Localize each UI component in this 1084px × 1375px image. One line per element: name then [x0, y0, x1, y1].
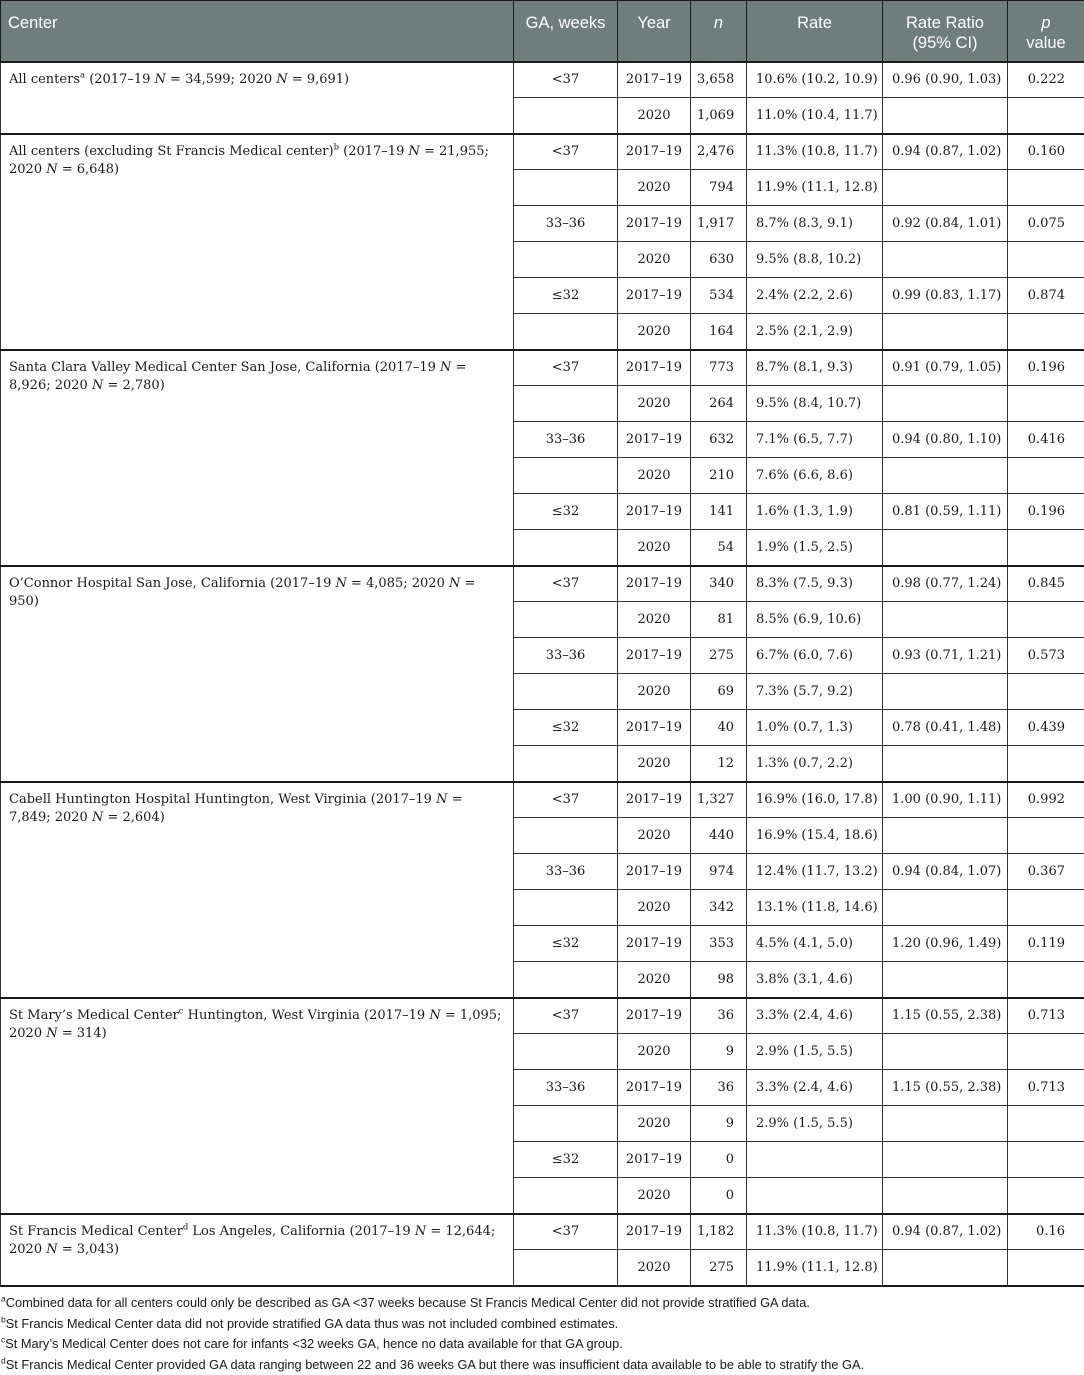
year-cell: 2020 [618, 530, 691, 566]
center-name-text: St Mary’s Medical Center [9, 1008, 179, 1023]
rate-cell: 3.3% (2.4, 4.6) [747, 998, 883, 1034]
p-value-cell [1008, 386, 1084, 422]
rate-ratio-cell: 0.94 (0.87, 1.02) [883, 1214, 1008, 1250]
center-name-text: N [92, 378, 103, 393]
year-cell: 2017–19 [618, 998, 691, 1034]
center-name-cell [1, 350, 514, 566]
rate-ratio-cell [883, 674, 1008, 710]
n-cell: 36 [691, 1070, 747, 1106]
table-row [1, 782, 1084, 818]
n-cell: 9 [691, 1106, 747, 1142]
header-ga: GA, weeks [514, 1, 618, 62]
ga-cell [514, 458, 618, 494]
center-name-text: = 9,691) [288, 72, 349, 87]
rate-ratio-cell [883, 746, 1008, 782]
ga-cell: 33–36 [514, 638, 618, 674]
n-cell: 440 [691, 818, 747, 854]
n-cell: 1,069 [691, 98, 747, 134]
rate-cell: 1.6% (1.3, 1.9) [747, 494, 883, 530]
rate-ratio-cell: 0.98 (0.77, 1.24) [883, 566, 1008, 602]
n-cell: 69 [691, 674, 747, 710]
center-name-text: St Francis Medical Center [9, 1224, 183, 1239]
ga-cell: <37 [514, 782, 618, 818]
year-cell: 2017–19 [618, 566, 691, 602]
table-row [1, 998, 1084, 1034]
rate-ratio-cell [883, 818, 1008, 854]
p-value-cell: 0.196 [1008, 350, 1084, 386]
p-value-cell: 0.222 [1008, 62, 1084, 98]
ga-cell [514, 98, 618, 134]
center-name-text: = 314) [58, 1026, 107, 1041]
header-rate-ratio: Rate Ratio (95% CI) [883, 1, 1008, 62]
n-cell: 210 [691, 458, 747, 494]
rate-cell: 2.5% (2.1, 2.9) [747, 314, 883, 350]
rate-cell: 7.3% (5.7, 9.2) [747, 674, 883, 710]
n-cell: 264 [691, 386, 747, 422]
ga-cell [514, 242, 618, 278]
ga-cell [514, 890, 618, 926]
rate-cell: 1.0% (0.7, 1.3) [747, 710, 883, 746]
n-cell: 630 [691, 242, 747, 278]
header-year: Year [618, 1, 691, 62]
center-name-text: (2017–19 [339, 144, 408, 159]
rate-cell: 2.4% (2.2, 2.6) [747, 278, 883, 314]
ga-cell: <37 [514, 1214, 618, 1250]
p-value-cell [1008, 1106, 1084, 1142]
rate-cell [747, 1178, 883, 1214]
rate-cell: 9.5% (8.4, 10.7) [747, 386, 883, 422]
p-value-cell [1008, 314, 1084, 350]
p-value-cell [1008, 1178, 1084, 1214]
year-cell: 2020 [618, 170, 691, 206]
ga-cell: <37 [514, 350, 618, 386]
ga-cell [514, 746, 618, 782]
header-p-value [1008, 1, 1084, 62]
footnote-mark: c [1, 1335, 5, 1345]
p-value-cell [1008, 674, 1084, 710]
footnote [0, 1293, 1080, 1314]
year-cell: 2017–19 [618, 62, 691, 98]
year-cell: 2017–19 [618, 1214, 691, 1250]
rate-ratio-cell [883, 1250, 1008, 1286]
header-center: Center [1, 1, 514, 62]
footnote-text: St Francis Medical Center provided GA data ranging between 22 and 36 weeks GA but there was insufficient data available to be able to stratify the GA. [6, 1357, 864, 1372]
rate-ratio-cell: 0.99 (0.83, 1.17) [883, 278, 1008, 314]
rate-ratio-cell [883, 1178, 1008, 1214]
p-value-cell: 0.160 [1008, 134, 1084, 170]
n-cell: 141 [691, 494, 747, 530]
rate-cell: 2.9% (1.5, 5.5) [747, 1106, 883, 1142]
p-value-cell: 0.992 [1008, 782, 1084, 818]
p-value-cell: 0.874 [1008, 278, 1084, 314]
center-name-text: O’Connor Hospital San Jose, California (2017–19 [9, 576, 336, 591]
rate-ratio-cell: 1.15 (0.55, 2.38) [883, 998, 1008, 1034]
ga-cell: 33–36 [514, 854, 618, 890]
n-cell: 1,327 [691, 782, 747, 818]
rate-ratio-cell [883, 458, 1008, 494]
p-value-cell [1008, 962, 1084, 998]
year-cell: 2017–19 [618, 278, 691, 314]
header-p-italic: p [1041, 14, 1050, 32]
n-cell: 1,917 [691, 206, 747, 242]
n-cell: 275 [691, 1250, 747, 1286]
footnote-mark: d [1, 1355, 6, 1365]
center-name-text: = 4,085; 2020 [347, 576, 449, 591]
year-cell: 2020 [618, 818, 691, 854]
center-name-text: Cabell Huntington Hospital Huntington, West Virginia (2017–19 [9, 792, 436, 807]
center-name-text: N [92, 810, 103, 825]
year-cell: 2017–19 [618, 494, 691, 530]
rate-cell: 2.9% (1.5, 5.5) [747, 1034, 883, 1070]
rate-ratio-cell [883, 242, 1008, 278]
n-cell: 40 [691, 710, 747, 746]
rate-ratio-cell: 0.94 (0.80, 1.10) [883, 422, 1008, 458]
table-row [1, 62, 1084, 98]
n-cell: 81 [691, 602, 747, 638]
table-row [1, 134, 1084, 170]
rate-ratio-cell: 1.00 (0.90, 1.11) [883, 782, 1008, 818]
rate-cell: 16.9% (16.0, 17.8) [747, 782, 883, 818]
rate-cell: 7.6% (6.6, 8.6) [747, 458, 883, 494]
n-cell: 164 [691, 314, 747, 350]
center-name-text: N [46, 1242, 57, 1257]
p-value-cell [1008, 98, 1084, 134]
center-name-text: N [408, 144, 419, 159]
rate-cell: 11.3% (10.8, 11.7) [747, 134, 883, 170]
year-cell: 2017–19 [618, 926, 691, 962]
rate-cell: 10.6% (10.2, 10.9) [747, 62, 883, 98]
n-cell: 0 [691, 1178, 747, 1214]
rate-ratio-cell [883, 602, 1008, 638]
n-cell: 342 [691, 890, 747, 926]
rate-ratio-cell [883, 314, 1008, 350]
year-cell: 2020 [618, 890, 691, 926]
ga-cell [514, 674, 618, 710]
center-name-text: N [276, 72, 287, 87]
footnote-mark: b [334, 142, 339, 152]
center-name-text: = 21,955; 2020 [9, 144, 489, 177]
n-cell: 794 [691, 170, 747, 206]
rate-ratio-cell [883, 530, 1008, 566]
footnotes [0, 1293, 1080, 1375]
year-cell: 2017–19 [618, 206, 691, 242]
n-cell: 632 [691, 422, 747, 458]
rate-cell: 8.7% (8.1, 9.3) [747, 350, 883, 386]
rate-cell: 8.3% (7.5, 9.3) [747, 566, 883, 602]
n-cell: 0 [691, 1142, 747, 1178]
ga-cell [514, 1106, 618, 1142]
p-value-cell [1008, 1034, 1084, 1070]
p-value-cell: 0.119 [1008, 926, 1084, 962]
rate-ratio-cell: 0.91 (0.79, 1.05) [883, 350, 1008, 386]
year-cell: 2017–19 [618, 782, 691, 818]
p-value-cell: 0.573 [1008, 638, 1084, 674]
rate-cell: 11.9% (11.1, 12.8) [747, 170, 883, 206]
center-name-text: N [46, 1026, 57, 1041]
n-cell: 36 [691, 998, 747, 1034]
center-name-text: = 1,095; 2020 [9, 1008, 501, 1041]
header-n: n [691, 1, 747, 62]
p-value-cell [1008, 890, 1084, 926]
center-name-text: = 3,043) [58, 1242, 119, 1257]
center-name-cell [1, 782, 514, 998]
center-name-cell [1, 566, 514, 782]
year-cell: 2017–19 [618, 638, 691, 674]
n-cell: 275 [691, 638, 747, 674]
year-cell: 2020 [618, 98, 691, 134]
year-cell: 2017–19 [618, 1142, 691, 1178]
ga-cell [514, 1250, 618, 1286]
p-value-cell: 0.196 [1008, 494, 1084, 530]
p-value-cell [1008, 1250, 1084, 1286]
rate-ratio-cell [883, 386, 1008, 422]
footnote-text: St Francis Medical Center data did not provide stratified GA data thus was not included combined estimates. [6, 1316, 618, 1331]
year-cell: 2020 [618, 386, 691, 422]
rate-cell: 11.0% (10.4, 11.7) [747, 98, 883, 134]
rate-ratio-cell: 0.92 (0.84, 1.01) [883, 206, 1008, 242]
p-value-cell: 0.416 [1008, 422, 1084, 458]
ga-cell: <37 [514, 134, 618, 170]
ga-cell [514, 1178, 618, 1214]
n-cell: 974 [691, 854, 747, 890]
rate-ratio-cell: 0.94 (0.87, 1.02) [883, 134, 1008, 170]
p-value-cell: 0.075 [1008, 206, 1084, 242]
rate-ratio-cell: 0.78 (0.41, 1.48) [883, 710, 1008, 746]
ga-cell: 33–36 [514, 206, 618, 242]
center-name-text: = 7,849; 2020 [9, 792, 462, 825]
footnote-text: St Mary’s Medical Center does not care for infants <32 weeks GA, hence no data available for that GA group. [5, 1336, 623, 1351]
ga-cell: <37 [514, 998, 618, 1034]
n-cell: 1,182 [691, 1214, 747, 1250]
table-header-row [1, 1, 1084, 62]
year-cell: 2017–19 [618, 1070, 691, 1106]
rate-cell: 8.7% (8.3, 9.1) [747, 206, 883, 242]
footnote-mark: d [183, 1222, 188, 1232]
rate-cell: 1.3% (0.7, 2.2) [747, 746, 883, 782]
rate-ratio-cell: 0.94 (0.84, 1.07) [883, 854, 1008, 890]
n-cell: 12 [691, 746, 747, 782]
p-value-cell [1008, 1142, 1084, 1178]
center-name-text: N [336, 576, 347, 591]
year-cell: 2020 [618, 674, 691, 710]
header-rate: Rate [747, 1, 883, 62]
p-value-cell: 0.439 [1008, 710, 1084, 746]
p-value-cell: 0.367 [1008, 854, 1084, 890]
year-cell: 2017–19 [618, 350, 691, 386]
table-body [1, 62, 1084, 1286]
rate-cell: 11.9% (11.1, 12.8) [747, 1250, 883, 1286]
n-cell: 353 [691, 926, 747, 962]
n-cell: 3,658 [691, 62, 747, 98]
center-name-text: N [155, 72, 166, 87]
footnote-text: Combined data for all centers could only be described as GA <37 weeks because St Francis Medical Center did not provide stratified GA data. [6, 1295, 810, 1310]
rate-cell: 9.5% (8.8, 10.2) [747, 242, 883, 278]
center-name-text: Los Angeles, California (2017–19 [188, 1224, 415, 1239]
ga-cell: ≤32 [514, 494, 618, 530]
p-value-cell [1008, 530, 1084, 566]
footnote [0, 1355, 1080, 1375]
rate-cell [747, 1142, 883, 1178]
ga-cell [514, 962, 618, 998]
rate-cell: 6.7% (6.0, 7.6) [747, 638, 883, 674]
rate-cell: 1.9% (1.5, 2.5) [747, 530, 883, 566]
center-name-text: All centers [9, 72, 80, 87]
n-cell: 340 [691, 566, 747, 602]
n-cell: 98 [691, 962, 747, 998]
ga-cell [514, 602, 618, 638]
ga-cell: ≤32 [514, 926, 618, 962]
ga-cell: <37 [514, 62, 618, 98]
p-value-cell: 0.845 [1008, 566, 1084, 602]
footnote [0, 1314, 1080, 1335]
table-row [1, 350, 1084, 386]
rate-cell: 3.8% (3.1, 4.6) [747, 962, 883, 998]
center-name-text: Huntington, West Virginia (2017–19 [184, 1008, 430, 1023]
ga-cell: 33–36 [514, 1070, 618, 1106]
year-cell: 2017–19 [618, 422, 691, 458]
n-cell: 773 [691, 350, 747, 386]
rate-ratio-cell [883, 890, 1008, 926]
year-cell: 2017–19 [618, 854, 691, 890]
center-name-cell [1, 1214, 514, 1286]
footnote-mark: a [80, 70, 85, 80]
footnote-mark: a [1, 1294, 6, 1304]
rate-ratio-cell: 0.93 (0.71, 1.21) [883, 638, 1008, 674]
rate-cell: 7.1% (6.5, 7.7) [747, 422, 883, 458]
ga-cell: ≤32 [514, 278, 618, 314]
rate-ratio-cell: 0.96 (0.90, 1.03) [883, 62, 1008, 98]
center-name-text: = 6,648) [58, 162, 119, 177]
center-name-text: = 12,644; 2020 [9, 1224, 495, 1257]
year-cell: 2020 [618, 746, 691, 782]
ga-cell: 33–36 [514, 422, 618, 458]
year-cell: 2017–19 [618, 134, 691, 170]
n-cell: 54 [691, 530, 747, 566]
center-name-text: = 2,604) [103, 810, 164, 825]
center-name-text: N [46, 162, 57, 177]
p-value-cell: 0.713 [1008, 998, 1084, 1034]
p-value-cell [1008, 458, 1084, 494]
ga-cell: ≤32 [514, 710, 618, 746]
rate-cell: 16.9% (15.4, 18.6) [747, 818, 883, 854]
rate-ratio-cell [883, 1106, 1008, 1142]
n-cell: 9 [691, 1034, 747, 1070]
year-cell: 2020 [618, 602, 691, 638]
n-cell: 534 [691, 278, 747, 314]
ga-cell: <37 [514, 566, 618, 602]
rate-cell: 13.1% (11.8, 14.6) [747, 890, 883, 926]
rate-ratio-cell: 0.81 (0.59, 1.11) [883, 494, 1008, 530]
year-cell: 2020 [618, 458, 691, 494]
rate-ratio-cell [883, 962, 1008, 998]
center-name-cell [1, 998, 514, 1214]
year-cell: 2020 [618, 1106, 691, 1142]
n-cell: 2,476 [691, 134, 747, 170]
center-name-text: N [436, 792, 447, 807]
rate-cell: 11.3% (10.8, 11.7) [747, 1214, 883, 1250]
p-value-cell [1008, 170, 1084, 206]
center-name-cell [1, 62, 514, 134]
header-p-rest: value [1026, 34, 1065, 52]
p-value-cell: 0.16 [1008, 1214, 1084, 1250]
table-row [1, 1214, 1084, 1250]
ga-cell [514, 386, 618, 422]
footnote [0, 1334, 1080, 1355]
year-cell: 2020 [618, 1250, 691, 1286]
p-value-cell [1008, 242, 1084, 278]
p-value-cell [1008, 818, 1084, 854]
year-cell: 2020 [618, 314, 691, 350]
center-name-text: = 950) [9, 576, 475, 609]
rate-ratio-cell [883, 1034, 1008, 1070]
year-cell: 2017–19 [618, 710, 691, 746]
center-name-text: = 2,780) [103, 378, 164, 393]
ga-cell [514, 170, 618, 206]
center-name-text: N [429, 1008, 440, 1023]
ga-cell [514, 530, 618, 566]
center-name-text: All centers (excluding St Francis Medical center) [9, 144, 334, 159]
rate-cell: 3.3% (2.4, 4.6) [747, 1070, 883, 1106]
ga-cell [514, 314, 618, 350]
ga-cell [514, 818, 618, 854]
rate-ratio-cell [883, 98, 1008, 134]
year-cell: 2020 [618, 1178, 691, 1214]
rate-ratio-cell: 1.15 (0.55, 2.38) [883, 1070, 1008, 1106]
ga-cell [514, 1034, 618, 1070]
rate-ratio-cell: 1.20 (0.96, 1.49) [883, 926, 1008, 962]
footnote-mark: b [1, 1314, 6, 1324]
center-name-text: = 34,599; 2020 [166, 72, 276, 87]
p-value-cell [1008, 746, 1084, 782]
p-value-cell: 0.713 [1008, 1070, 1084, 1106]
center-name-text: N [449, 576, 460, 591]
year-cell: 2020 [618, 242, 691, 278]
ga-cell: ≤32 [514, 1142, 618, 1178]
center-name-text: (2017–19 [85, 72, 154, 87]
rate-cell: 4.5% (4.1, 5.0) [747, 926, 883, 962]
rate-ratio-cell [883, 170, 1008, 206]
rate-cell: 12.4% (11.7, 13.2) [747, 854, 883, 890]
year-cell: 2020 [618, 962, 691, 998]
center-name-text: N [415, 1224, 426, 1239]
center-name-text: N [440, 360, 451, 375]
rate-ratio-cell [883, 1142, 1008, 1178]
p-value-cell [1008, 602, 1084, 638]
center-name-text: Santa Clara Valley Medical Center San Jose, California (2017–19 [9, 360, 440, 375]
year-cell: 2020 [618, 1034, 691, 1070]
footnote-mark: c [179, 1006, 184, 1016]
table-row [1, 566, 1084, 602]
rate-cell: 8.5% (6.9, 10.6) [747, 602, 883, 638]
center-name-cell [1, 134, 514, 350]
center-name-text: = 8,926; 2020 [9, 360, 466, 393]
